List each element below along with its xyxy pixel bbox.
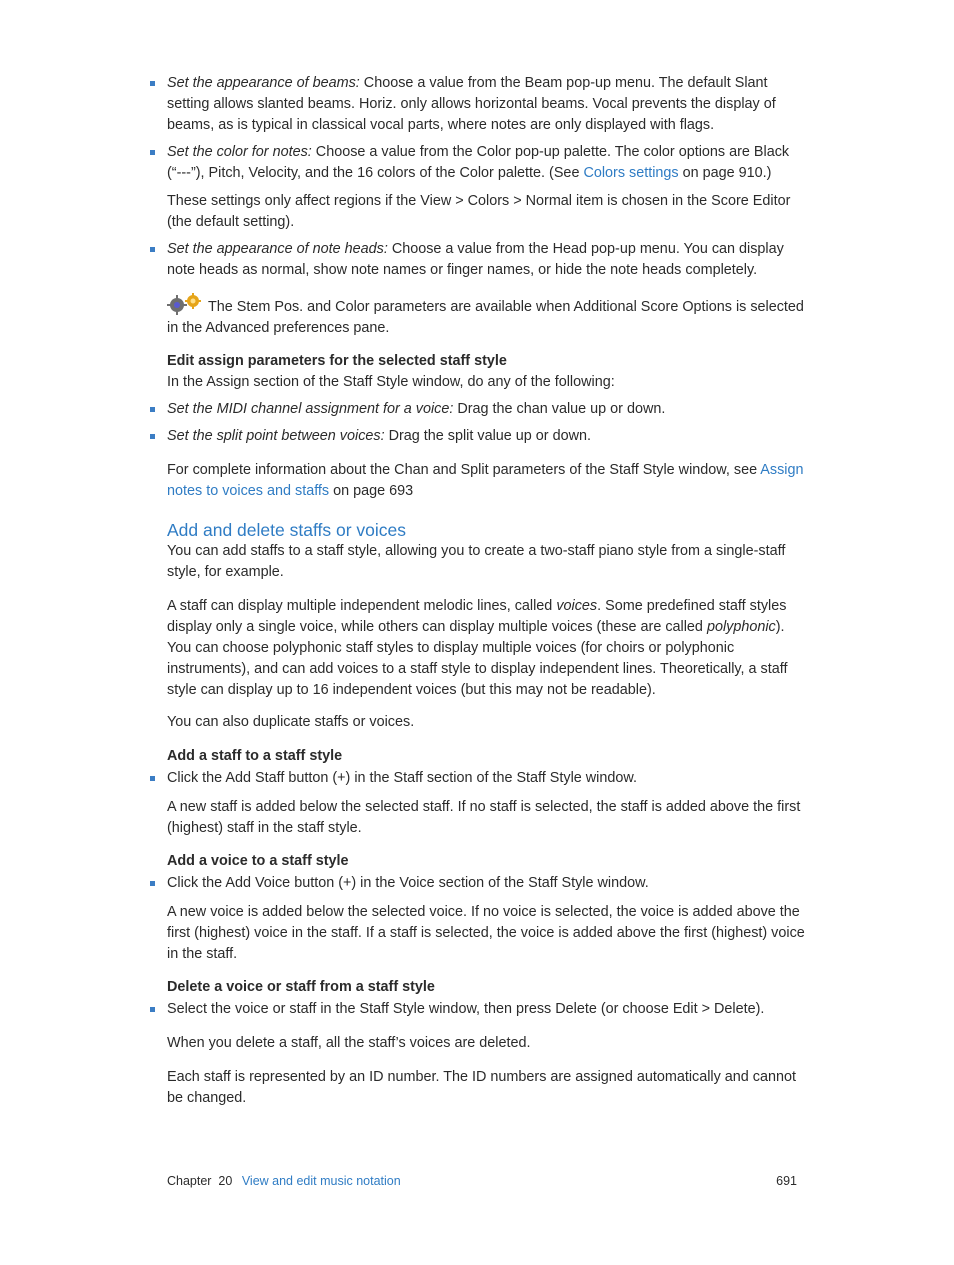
assign-heading: Edit assign parameters for the selected staff style [167,353,507,369]
page-number: 691 [776,1174,797,1188]
delete-heading: Delete a voice or staff from a staff style [167,979,435,995]
bullet-marker [150,1007,155,1012]
bullet-midi-channel: Set the MIDI channel assignment for a voice: Drag the chan value up or down. [167,399,807,420]
bullet-marker [150,407,155,412]
footer-chapter: Chapter 20 View and edit music notation [167,1174,401,1188]
bullet-add-voice: Click the Add Voice button (+) in the Voice section of the Staff Style window. [167,873,807,894]
colors-settings-link[interactable]: Colors settings [583,165,679,181]
delete-note-2: Each staff is represented by an ID number. The ID numbers are assigned automatically and cannot be changed. [167,1069,797,1106]
section-intro: You can add staffs to a staff style, allowing you to create a two-staff piano style from a single-staff style, for example. [167,543,786,580]
add-voice-heading: Add a voice to a staff style [167,853,349,869]
footer-chapter-link[interactable]: View and edit music notation [241,1174,401,1188]
bullet-marker [150,150,155,155]
bullet-marker [150,434,155,439]
duplicate-note: You can also duplicate staffs or voices. [167,714,415,730]
assign-notes-link[interactable]: Assign notes to voices and staffs [167,462,804,499]
delete-note-1: When you delete a staff, all the staff’s voices are deleted. [167,1035,531,1051]
add-voice-note: A new voice is added below the selected voice. If no voice is selected, the voice is added above the first (highest) voice in the staff. If a staff is selected, the voice is added above the first (highest) voice in the staff. [167,904,805,962]
bullet-beams: Set the appearance of beams: Choose a value from the Beam pop-up menu. The default Slant setting allows slanted beams. Horiz. only allows horizontal beams. Vocal prevents the display of beams, as is typical in classical vocal parts, where notes are only displayed with flags. [167,73,807,136]
assign-intro: In the Assign section of the Staff Style window, do any of the following: [167,374,615,390]
bullet-marker [150,881,155,886]
bullet-color: Set the color for notes: Choose a value from the Color pop-up palette. The color options are Black (“---”), Pitch, Velocity, and the 16 colors of the Color palette. (See Colors settings on page 910.) [167,142,807,184]
bullet-marker [150,81,155,86]
add-staff-heading: Add a staff to a staff style [167,748,343,764]
bullet-split-point: Set the split point between voices: Drag the split value up or down. [167,426,807,447]
add-staff-note: A new staff is added below the selected staff. If no staff is selected, the staff is added above the first (highest) staff in the staff style. [167,799,801,836]
bullet-marker [150,776,155,781]
bullet-marker [150,247,155,252]
advanced-note: The Stem Pos. and Color parameters are available when Additional Score Options is selected in the Advanced preferences pane. [167,299,804,336]
bullet-delete: Select the voice or staff in the Staff Style window, then press Delete (or choose Edit > Delete). [167,999,807,1020]
voices-paragraph: A staff can display multiple independent melodic lines, called voices. Some predefined staff styles display only a single voice, while others can display multiple voices (these are called polyphonic). You can choose polyphonic staff styles to display multiple voices (for choirs or polyphonic instruments), and can add voices to a staff style to display independent lines. Theoretically, a staff style can display up to 16 independent voices (but this may not be readable). [167,598,788,698]
complete-info: For complete information about the Chan and Split parameters of the Staff Style window, see Assign notes to voices and staffs on page 693 [167,462,804,499]
section-title: Add and delete staffs or voices [167,520,406,540]
color-note: These settings only affect regions if the View > Colors > Normal item is chosen in the Score Editor (the default setting). [167,193,791,230]
bullet-note-heads: Set the appearance of note heads: Choose a value from the Head pop-up menu. You can display note heads as normal, show note names or finger names, or hide the note heads completely. [167,239,807,281]
bullet-add-staff: Click the Add Staff button (+) in the Staff section of the Staff Style window. [167,768,807,789]
